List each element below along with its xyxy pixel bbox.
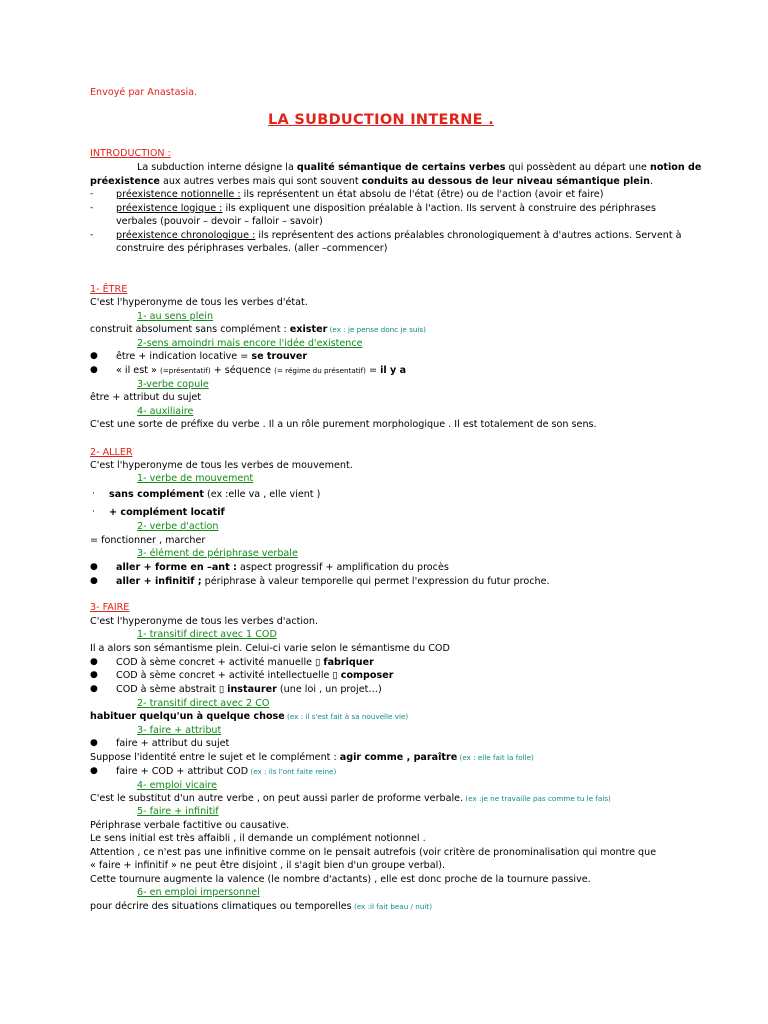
bullet-marker: ● bbox=[90, 351, 98, 361]
section-faire-heading: 3- FAIRE bbox=[90, 602, 130, 613]
sender-line: Envoyé par Anastasia. bbox=[90, 87, 198, 98]
dot-marker: · bbox=[92, 507, 95, 517]
aller-bullet-2: aller + infinitif ; périphrase à valeur temporelle qui permet l'expression du futur proche. bbox=[116, 576, 550, 587]
etre-sub-3: 3-verbe copule bbox=[137, 379, 209, 390]
bullet-marker: ● bbox=[90, 684, 98, 694]
etre-sub-4: 4- auxiliaire bbox=[137, 406, 194, 417]
bullet-marker: ● bbox=[90, 365, 98, 375]
etre-sub-3-text: être + attribut du sujet bbox=[90, 392, 202, 403]
section-etre-heading: 1- ÊTRE bbox=[90, 284, 128, 295]
faire-sub-3-bullet-1: faire + attribut du sujet bbox=[116, 738, 230, 749]
intro-heading: INTRODUCTION : bbox=[90, 148, 171, 159]
faire-bullet-3: COD à sème abstrait ▯ instaurer (une loi , un projet…) bbox=[116, 684, 382, 695]
intro-dash-2-cont: verbales (pouvoir – devoir – falloir – savoir) bbox=[116, 216, 323, 227]
intro-dash-1: préexistence notionnelle : ils représentent un état absolu de l'état (être) ou de l'action (avoir et faire) bbox=[116, 189, 604, 200]
faire-bullet-2: COD à sème concret + activité intellectuelle ▯ composer bbox=[116, 670, 394, 681]
aller-sub-1: 1- verbe de mouvement bbox=[137, 473, 254, 484]
faire-definition: C'est l'hyperonyme de tous les verbes d'action. bbox=[90, 616, 319, 627]
bullet-marker: ● bbox=[90, 562, 98, 572]
aller-item-2: + complément locatif bbox=[109, 507, 225, 518]
faire-sub-5-line-2: Le sens initial est très affaibli , il demande un complément notionnel . bbox=[90, 833, 426, 844]
intro-dash-3: préexistence chronologique : ils représentent des actions préalables chronologiquement à d'autres actions. Servent à bbox=[116, 230, 682, 241]
faire-sub-2: 2- transitif direct avec 2 CO bbox=[137, 698, 270, 709]
faire-sub-3: 3- faire + attribut bbox=[137, 725, 222, 736]
intro-line-1: La subduction interne désigne la qualité sémantique de certains verbes qui possèdent au départ une notion de bbox=[137, 162, 702, 173]
faire-sub-4: 4- emploi vicaire bbox=[137, 780, 218, 791]
faire-sub-5-line-1: Périphrase verbale factitive ou causative. bbox=[90, 820, 290, 831]
bullet-marker: ● bbox=[90, 766, 98, 776]
etre-bullet-2: « il est » (=présentatif) + séquence (= régime du présentatif) = il y a bbox=[116, 365, 407, 376]
etre-sub-1-text: construit absolument sans complément : exister (ex : je pense donc je suis) bbox=[90, 324, 426, 335]
bullet-marker: ● bbox=[90, 576, 98, 586]
faire-sub-6-text: pour décrire des situations climatiques ou temporelles (ex :il fait beau / nuit) bbox=[90, 901, 432, 912]
faire-sub-6: 6- en emploi impersonnel bbox=[137, 887, 260, 898]
aller-definition: C'est l'hyperonyme de tous les verbes de mouvement. bbox=[90, 460, 353, 471]
etre-sub-4-text: C'est une sorte de préfixe du verbe . Il a un rôle purement morphologique . Il est totalement de son sens. bbox=[90, 419, 597, 430]
faire-sub-5-line-5: Cette tournure augmente la valence (le nombre d'actants) , elle est donc proche de la tournure passive. bbox=[90, 874, 591, 885]
faire-sub-4-text: C'est le substitut d'un autre verbe , on peut aussi parler de proforme verbale. (ex :je ne travaille pas comme tu le fais) bbox=[90, 793, 611, 804]
faire-sub-5: 5- faire + infinitif bbox=[137, 806, 219, 817]
etre-definition: C'est l'hyperonyme de tous les verbes d'état. bbox=[90, 297, 308, 308]
dash-marker: - bbox=[90, 230, 94, 240]
etre-bullet-1: être + indication locative = se trouver bbox=[116, 351, 308, 362]
bullet-marker: ● bbox=[90, 738, 98, 748]
faire-sub-1-text: Il a alors son sémantisme plein. Celui-ci varie selon le sémantisme du COD bbox=[90, 643, 450, 654]
faire-sub-3-bullet-2: faire + COD + attribut COD (ex : ils l'ont faite reine) bbox=[116, 766, 337, 777]
faire-sub-3-text: Suppose l'identité entre le sujet et le complément : agir comme , paraître (ex : elle fait la folle) bbox=[90, 752, 534, 763]
aller-sub-2-text: = fonctionner , marcher bbox=[90, 535, 206, 546]
etre-sub-2: 2-sens amoindri mais encore l'idée d'existence bbox=[137, 338, 363, 349]
dot-marker: · bbox=[92, 489, 95, 499]
dash-marker: - bbox=[90, 189, 94, 199]
aller-sub-2: 2- verbe d'action bbox=[137, 521, 219, 532]
faire-sub-2-text: habituer quelqu'un à quelque chose (ex : il s'est fait à sa nouvelle vie) bbox=[90, 711, 409, 722]
aller-bullet-1: aller + forme en –ant : aspect progressif + amplification du procès bbox=[116, 562, 449, 573]
dash-marker: - bbox=[90, 203, 94, 213]
faire-sub-5-line-4: « faire + infinitif » ne peut être disjoint , il s'agit bien d'un groupe verbal). bbox=[90, 860, 446, 871]
faire-sub-1: 1- transitif direct avec 1 COD bbox=[137, 629, 277, 640]
etre-sub-1: 1- au sens plein bbox=[137, 311, 214, 322]
intro-dash-3-cont: construire des périphrases verbales. (aller –commencer) bbox=[116, 243, 388, 254]
faire-bullet-1: COD à sème concret + activité manuelle ▯ fabriquer bbox=[116, 657, 374, 668]
document-title: LA SUBDUCTION INTERNE . bbox=[268, 112, 495, 128]
intro-line-2: préexistence aux autres verbes mais qui sont souvent conduits au dessous de leur niveau sémantique plein. bbox=[90, 176, 653, 187]
section-aller-heading: 2- ALLER bbox=[90, 447, 133, 458]
bullet-marker: ● bbox=[90, 657, 98, 667]
faire-sub-5-line-3: Attention , ce n'est pas une infinitive comme on le pensait autrefois (voir critère de pronominalisation qui montre que bbox=[90, 847, 657, 858]
intro-dash-2: préexistence logique : ils expliquent une disposition préalable à l'action. Ils servent à construire des périphrases bbox=[116, 203, 656, 214]
bullet-marker: ● bbox=[90, 670, 98, 680]
aller-item-1: sans complément (ex :elle va , elle vient ) bbox=[109, 489, 321, 500]
aller-sub-3: 3- élément de périphrase verbale bbox=[137, 548, 298, 559]
